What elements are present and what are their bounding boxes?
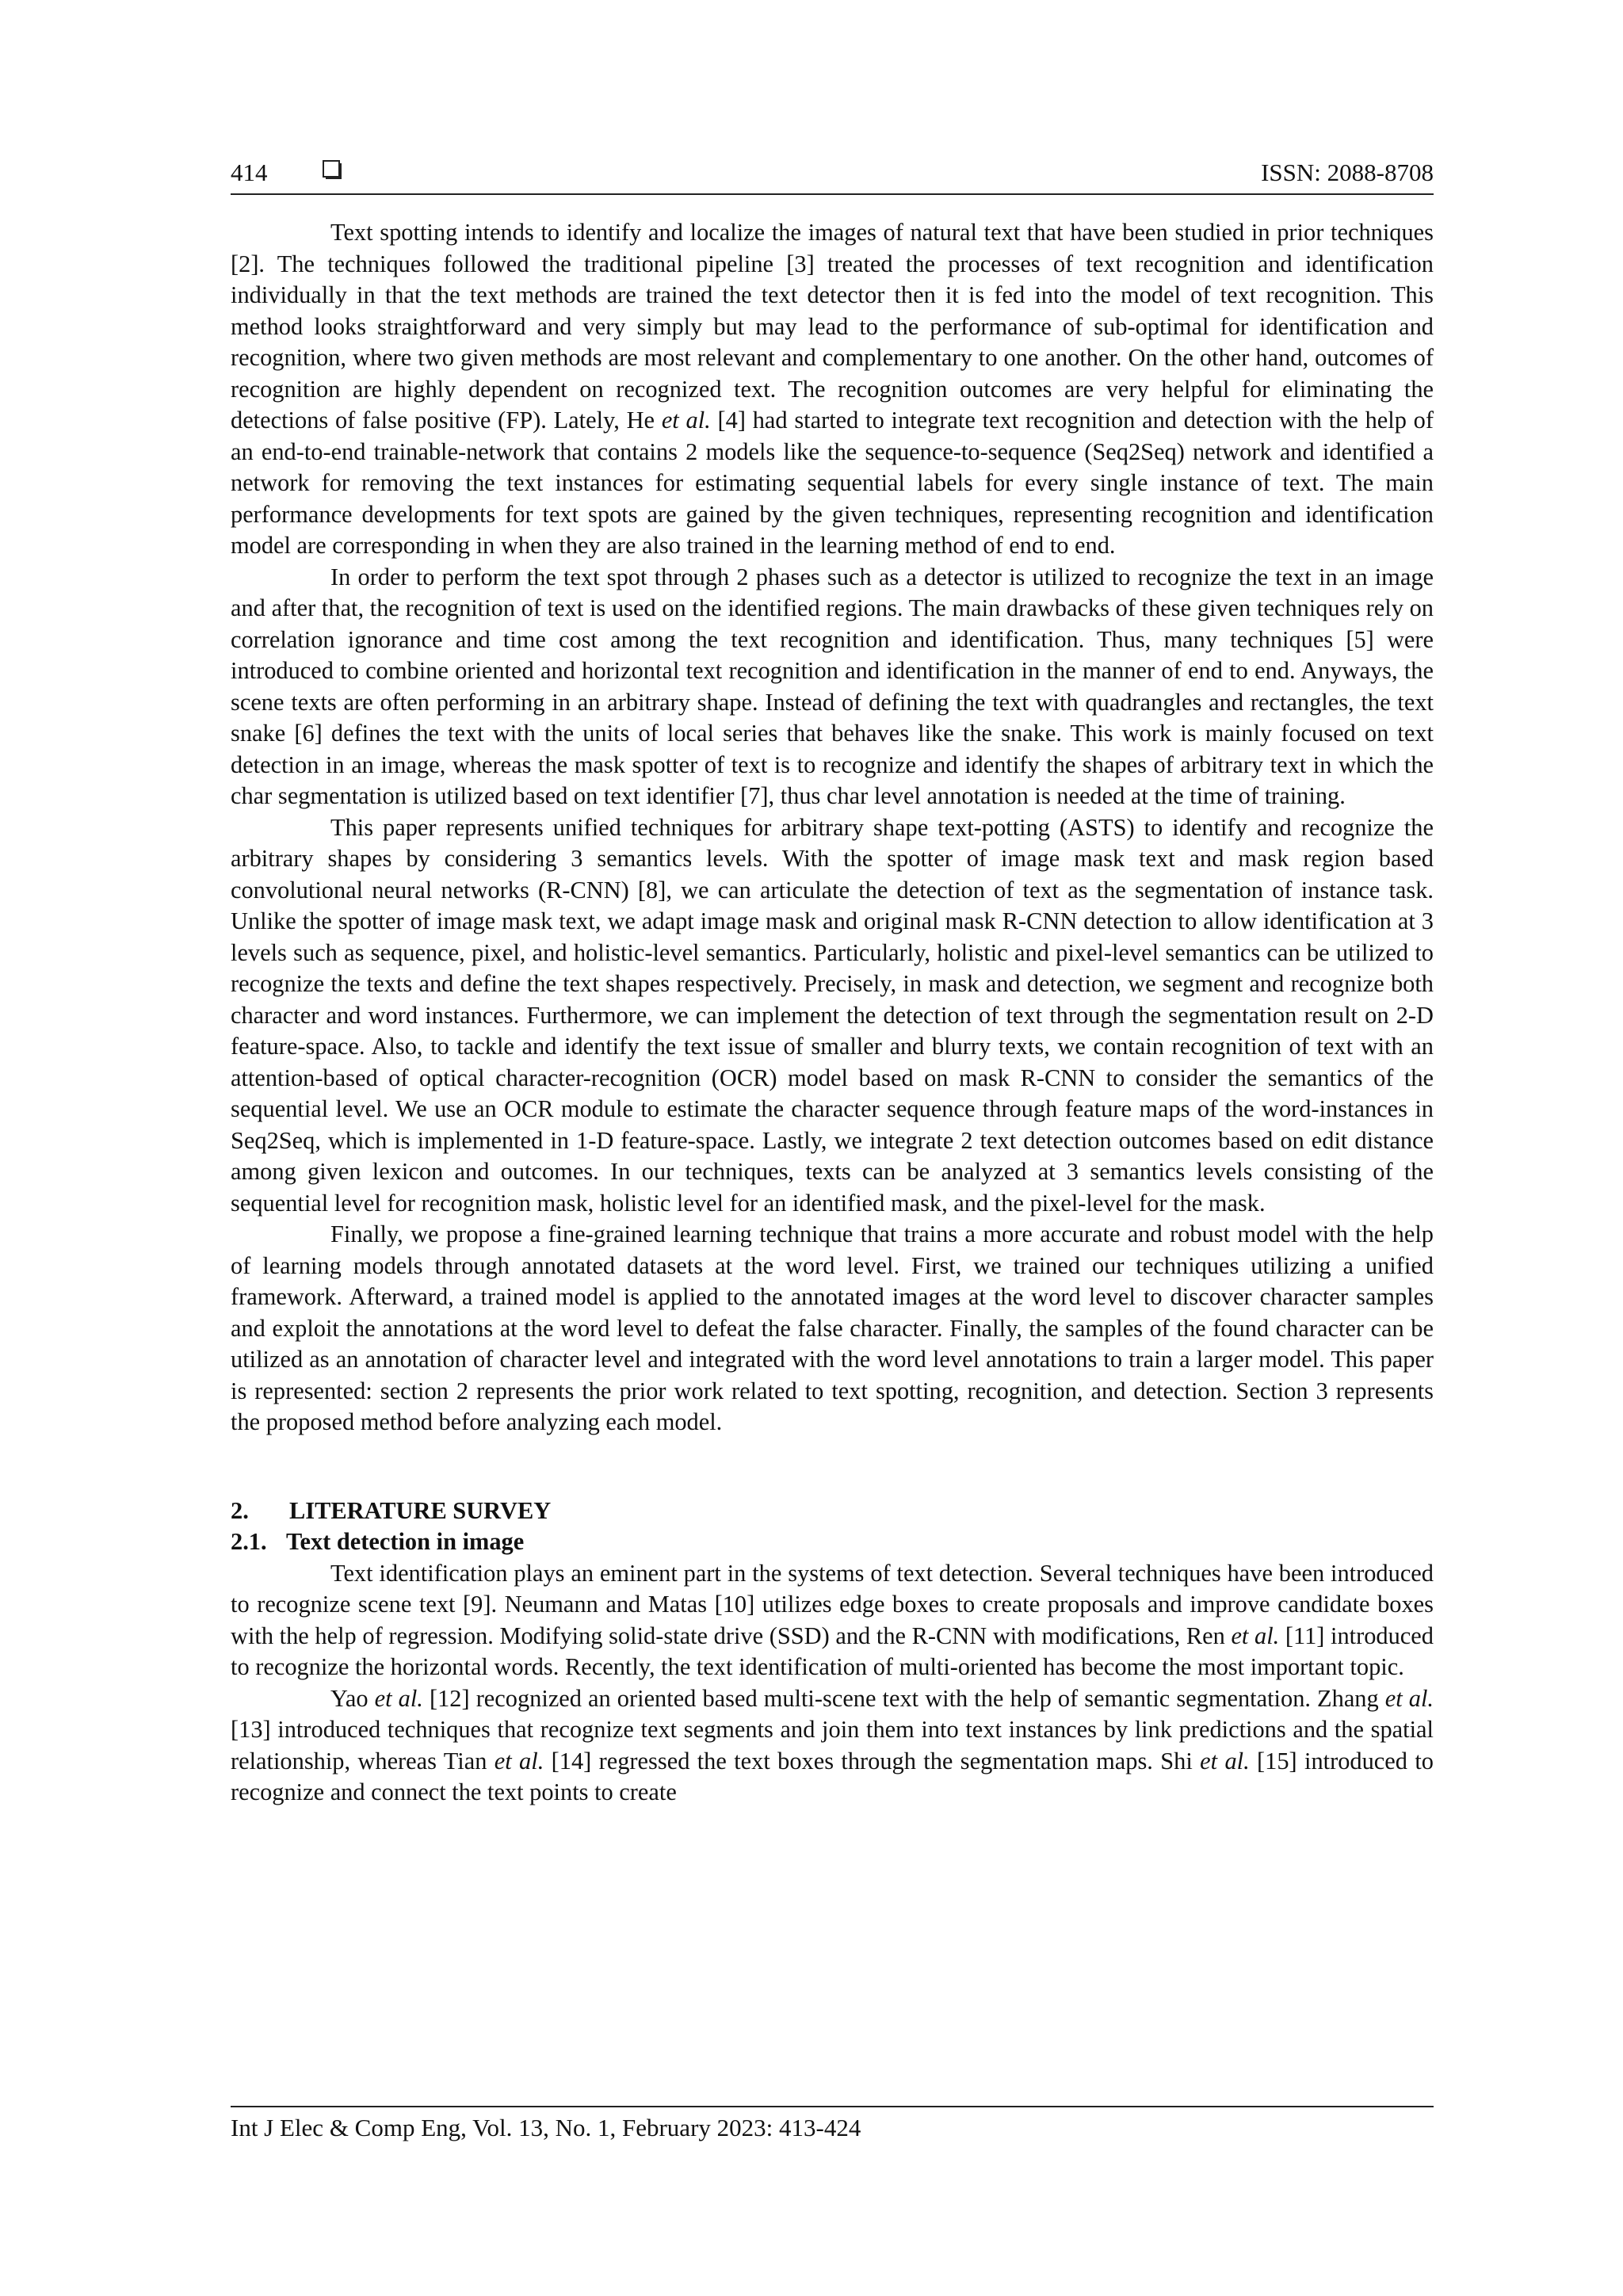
page-number: 414: [231, 159, 268, 186]
page-footer: [231, 2106, 1434, 2142]
subsection-title: Text detection in image: [286, 1528, 525, 1555]
body-paragraph: This paper represents unified techniques for arbitrary shape text-potting (ASTS) to identify and recognize the arbitrary shapes by considering 3 semantics levels. With the spotter of image mask text and mask region based convolutional neural networks (R-CNN) [8], we can articulate the detection of text as the segmentation of instance task. Unlike the spotter of image mask text, we adapt image mask and original mask R-CNN detection to allow identification at 3 levels such as sequence, pixel, and holistic-level semantics. Particularly, holistic and pixel-level semantics can be utilized to recognize the texts and define the text shapes respectively. Precisely, in mask and detection, we segment and recognize both character and word instances. Furthermore, we can implement the detection of text through the segmentation result on 2-D feature-space. Also, to tackle and identify the text issue of smaller and blurry texts, we contain recognition of text with an attention-based of optical character-recognition (OCR) model based on mask R-CNN to consider the semantics of the sequential level. We use an OCR module to estimate the character sequence through feature maps of the word-instances in Seq2Seq, which is implemented in 1-D feature-space. Lastly, we integrate 2 text detection outcomes based on edit distance among given lexicon and outcomes. In our techniques, texts can be analyzed at 3 semantics levels consisting of the sequential level for recognition mask, holistic level for an identified mask, and the pixel-level for the mask.: [231, 813, 1434, 1217]
issn-label: ISSN: 2088-8708: [1261, 159, 1434, 186]
section-heading: [231, 1496, 1434, 1527]
body-paragraph: In order to perform the text spot through 2 phases such as a detector is utilized to recognize the text in an image and after that, the recognition of text is used on the identified regions. The main drawbacks of these given techniques rely on correlation ignorance and time cost among the text recognition and identification. Thus, many techniques [5] were introduced to combine oriented and horizontal text recognition and identification in the manner of end to end. Anyways, the scene texts are often performing in an arbitrary shape. Instead of defining the text with quadrangles and rectangles, the text snake [6] defines the text with the units of local series that behaves like the snake. This work is mainly focused on text detection in an image, whereas the mask spotter of text is to recognize and identify the shapes of arbitrary text in which the char segmentation is utilized based on text identifier [7], thus char level annotation is needed at the time of training.: [231, 563, 1434, 809]
page-body: [231, 217, 1434, 1809]
body-paragraph: Finally, we propose a fine-grained learning technique that trains a more accurate and robust model with the help of learning models through annotated datasets at the word level. First, we trained our techniques utilizing a unified framework. Afterward, a trained model is applied to the annotated images at the word level to discover character samples and exploit the annotations at the word level to defeat the false character. Finally, the samples of the found character can be utilized as an annotation of character level and integrated with the word level annotations to train a larger model. This paper is represented: section 2 represents the prior work related to text spotting, recognition, and detection. Section 3 represents the proposed method before analyzing each model.: [231, 1221, 1434, 1435]
subsection-heading: [231, 1526, 1434, 1558]
body-paragraph: Yao et al. [12] recognized an oriented based multi-scene text with the help of semantic segmentation. Zhang et al. [13] introduced techniques that recognize text segments and join them into text instances by link predictions and the spatial relationship, whereas Tian et al. [14] regressed the text boxes through the segmentation maps. Shi et al. [15] introduced to recognize and connect the text points to create: [231, 1684, 1434, 1805]
section-title: LITERATURE SURVEY: [289, 1496, 552, 1524]
journal-citation: Int J Elec & Comp Eng, Vol. 13, No. 1, February 2023: 413-424: [231, 2114, 861, 2141]
subsection-number: 2.1.: [231, 1528, 267, 1555]
body-paragraph: Text identification plays an eminent part in the systems of text detection. Several techniques have been introduced to recognize scene text [9]. Neumann and Matas [10] utilizes edge boxes to create proposals and improve candidate boxes with the help of regression. Modifying solid-state drive (SSD) and the R-CNN with modifications, Ren et al. [11] introduced to recognize the horizontal words. Recently, the text identification of multi-oriented has become the most important topic.: [231, 1559, 1434, 1680]
body-paragraph: Text spotting intends to identify and localize the images of natural text that have been studied in prior techniques [2]. The techniques followed the traditional pipeline [3] treated the processes of text recognition and identification individually in that the text methods are trained the text detector then it is fed into the model of text recognition. This method looks straightforward and very simply but may lead to the performance of sub-optimal for identification and recognition, where two given methods are most relevant and complementary to one another. On the other hand, outcomes of recognition are highly dependent on recognized text. The recognition outcomes are very helpful for eliminating the detections of false positive (FP). Lately, He et al. [4] had started to integrate text recognition and detection with the help of an end-to-end trainable-network that contains 2 models like the sequence-to-sequence (Seq2Seq) network and identified a network for removing the text instances for estimating sequential labels for every single instance of text. The main performance developments for text spots are gained by the given techniques, representing recognition and identification model are corresponding in when they are also trained in the learning method of end to end.: [231, 219, 1434, 559]
page-header: [231, 152, 1434, 195]
shadow-box-icon: [323, 160, 343, 181]
section-number: 2.: [231, 1496, 249, 1524]
journal-page: [231, 0, 1434, 2296]
